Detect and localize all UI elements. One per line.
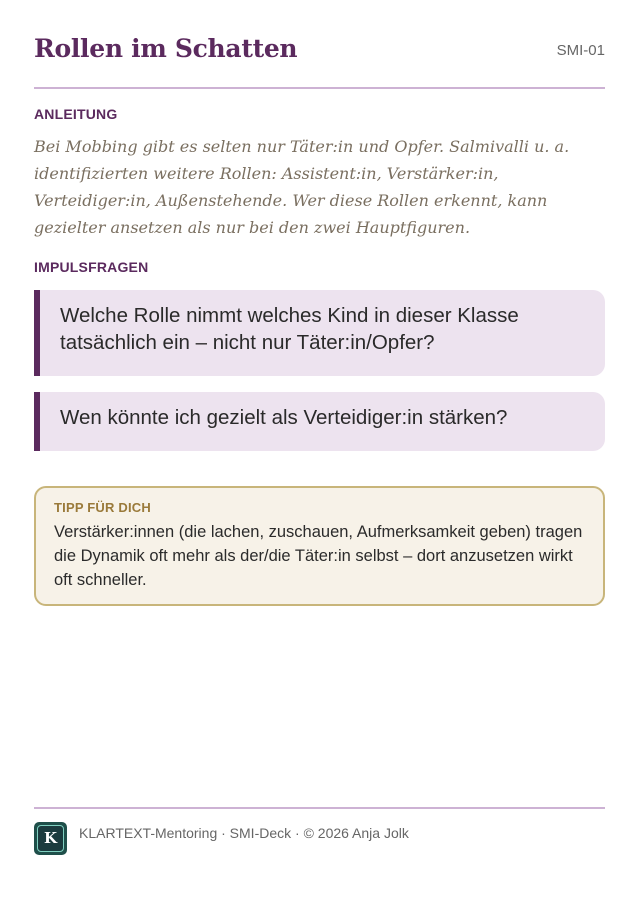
logo-letter: K xyxy=(37,825,64,852)
header-divider xyxy=(34,87,605,89)
footer-text: KLARTEXT-Mentoring · SMI-Deck · © 2026 Anja Jolk xyxy=(79,825,409,841)
prompt-question: Wen könnte ich gezielt als Verteidiger:in stärken? xyxy=(34,392,605,451)
prompts-label: IMPULSFRAGEN xyxy=(34,259,149,275)
instructions-text: Bei Mobbing gibt es selten nur Täter:in und Opfer. Salmivalli u. a. identifizierten weitere Rollen: Assistent:in, Verstärker:in, Verteidiger:in, Außenstehende. Wer diese Rollen erkennt, kann gezielter ansetzen als nur bei den zwei Hauptfiguren. xyxy=(34,137,570,237)
card-header xyxy=(34,34,605,74)
instructions-label: ANLEITUNG xyxy=(34,106,118,122)
tip-label: TIPP FÜR DICH xyxy=(54,500,151,515)
card xyxy=(34,0,605,900)
tip-text: Verstärker:innen (die lachen, zuschauen, Aufmerksamkeit geben) tragen die Dynamik oft mehr als der/die Täter:in selbst – dort anzusetzen wirkt oft schneller. xyxy=(54,523,583,589)
card-title: Rollen im Schatten xyxy=(34,34,298,63)
footer-divider xyxy=(34,807,605,809)
prompt-question: Welche Rolle nimmt welches Kind in dieser Klasse tatsächlich ein – nicht nur Täter:in/Opfer? xyxy=(34,290,605,376)
tip-box xyxy=(34,486,605,606)
card-footer xyxy=(34,820,605,856)
card-code: SMI-01 xyxy=(556,42,605,59)
klartext-logo-icon xyxy=(34,822,67,855)
